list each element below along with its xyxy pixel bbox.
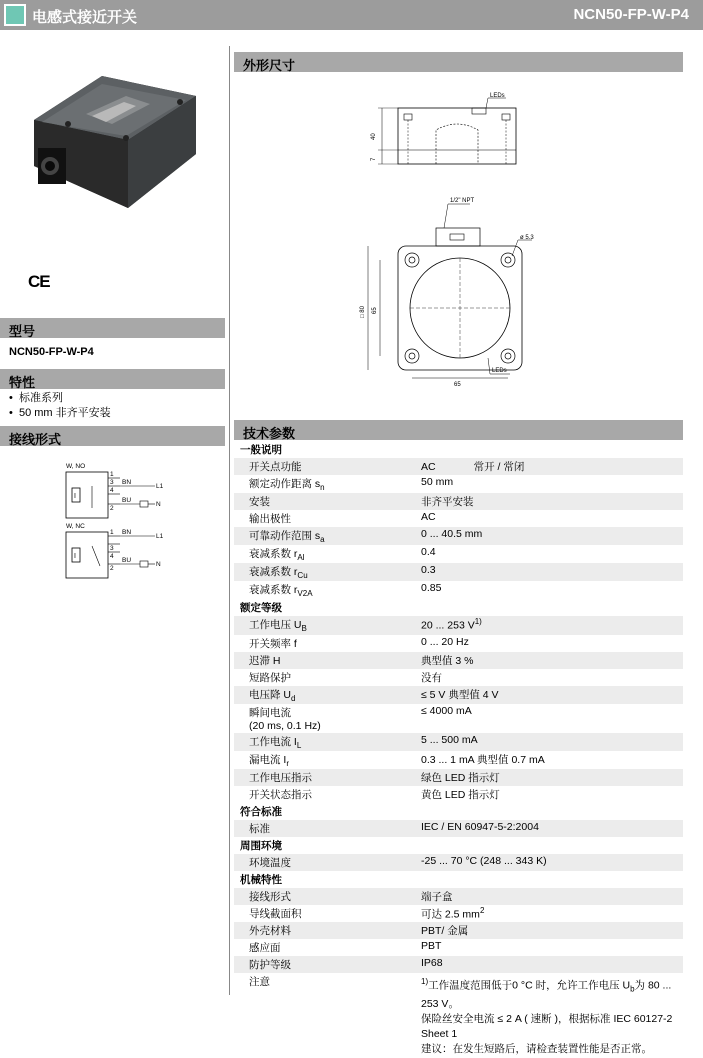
spec-row [234,527,683,545]
spec-value: PBT/ 金属 [417,922,683,939]
ce-mark: CE [28,272,50,291]
pin-label: 4 [110,487,114,494]
spec-key: 开关状态指示 [249,788,312,801]
sensor-symbol-nc: I [74,553,76,560]
spec-key: 防护等级 [234,956,417,973]
page-title: 电感式接近开关 [32,9,138,26]
header-model: NCN50-FP-W-P4 [573,6,689,23]
spec-value: 0 ... 20 Hz [421,635,469,648]
spec-row [234,939,683,956]
spec-key: 短路保护 [249,671,291,684]
pin-label: 3 [110,545,114,552]
spec-value: 端子盒 [417,888,683,905]
product-photo [28,62,203,217]
wiring-heading: 接线形式 [0,426,225,446]
spec-value: -25 ... 70 °C (248 ... 343 K) [417,854,683,871]
spec-row [234,635,683,652]
wiring-no-label: W, NO [66,463,86,470]
spec-value: 0 ... 40.5 mm [417,527,683,545]
spec-row [234,545,683,563]
spec-row [234,458,683,475]
spec-row [234,669,683,686]
pin-label: 1 [110,471,114,478]
dim-base: 7 [371,157,377,161]
spec-value: AC 常开 / 常闭 [417,458,683,475]
pin-label: 3 [110,479,114,486]
spec-group-title: 周围环境 [240,839,282,852]
dim-npt: 1/2" NPT [450,198,475,204]
spec-key: 工作电压 $U_B$ [234,616,417,634]
spec-key: 衰减系数 $r_{V2A}$ [249,584,313,599]
spec-key: 电压降 $U_d$ [234,686,417,704]
spec-key: 环境温度 [234,854,417,871]
pin-label: 2 [110,565,114,572]
spec-value: 50 mm [421,476,454,488]
spec-value: IEC / EN 60947-5-2:2004 [417,820,683,837]
dim-square: □ 80 [360,306,366,318]
spec-key: 标准 [234,820,417,837]
spec-key: 输出极性 [249,513,291,526]
model-heading: 型号 [0,318,225,338]
spec-group-row [234,599,683,616]
spec-key: 感应面 [249,942,281,955]
spec-value: AC [421,511,436,524]
spec-key: 注意 [249,976,270,989]
spec-row [234,973,683,1058]
tech-heading: 技术参数 [234,420,683,440]
spec-row [234,769,683,786]
terminal-n: N [156,501,161,508]
spec-value: IP68 [417,956,683,973]
wiring-diagram [60,460,170,580]
wiring-nc-label: W, NC [66,523,85,530]
spec-row [234,786,683,803]
spec-key: 安装 [234,493,417,510]
spec-row [234,616,683,634]
spec-key: 漏电流 $I_r$ [249,753,290,768]
spec-row [234,888,683,905]
spec-key: 开关点功能 [234,458,417,475]
wire-bn: BN [122,479,132,486]
spec-row [234,820,683,837]
spec-group-row [234,441,683,458]
spec-value: PBT [421,940,442,953]
spec-value: 20 ... 253 $V^{1)}$ [417,616,683,634]
spec-value: 可达 2.5 $mm^2$ [421,905,485,921]
spec-value: 0.4 [421,546,436,559]
feature-item: • 标准系列 [9,392,63,404]
dimensions-heading: 外形尺寸 [234,52,683,72]
spec-key: 额定动作距离 $s_n$ [249,478,325,493]
spec-value: 非齐平安装 [417,493,683,510]
dim-pitch-h: 65 [454,382,461,388]
wire-bu: BU [122,557,132,564]
column-divider [229,46,230,995]
spec-key: 瞬间电流 (20 ms, 0.1 Hz) [249,706,321,732]
spec-key: 可靠动作范围 $s_a$ [234,527,417,545]
spec-row [234,733,683,751]
spec-row [234,493,683,510]
spec-key: 工作电流 $I_L$ [234,733,417,751]
spec-row [234,581,683,599]
terminal-l1: L1 [156,533,164,540]
spec-row [234,922,683,939]
spec-row [234,686,683,704]
spec-row [234,751,683,769]
dim-hole: ø 5.3 [520,235,534,241]
wire-bn: BN [122,529,132,536]
spec-row [234,652,683,669]
spec-group-title: 符合标准 [240,805,282,818]
spec-value: 典型值 3 % [417,652,683,669]
spec-value: 5 ... 500 mA [417,733,683,751]
spec-value: 绿色 LED 指示灯 [417,769,683,786]
spec-row [234,905,683,923]
dimension-drawing [340,88,560,388]
spec-note: $^{1)}$工作温度范围低于0 °C 时，允许工作电压 $U_b$为 80 ... 253 V。 保险丝安全电流 ≤ 2 A ( 速断 )，根据标准 IEC 60127-2 Sheet 1 建议：在发生短路后，请检查装置性能是否正常。 [421,977,673,1055]
spec-group-title: 额定等级 [240,602,282,615]
spec-table [234,441,683,1058]
spec-key: 衰减系数 $r_{Cu}$ [234,563,417,581]
dim-leds2-label: LEDs [492,368,507,374]
model-value: NCN50-FP-W-P4 [9,346,94,358]
pin-label: 1 [110,529,114,536]
spec-row [234,854,683,871]
spec-key: 开关频率 f [249,637,297,650]
terminal-n: N [156,561,161,568]
spec-key: 导线截面积 [249,907,302,920]
spec-key: 衰减系数 $r_{Al}$ [249,548,305,563]
features-heading: 特性 [0,369,225,389]
spec-value: 0.3 [417,563,683,581]
dim-leds-label: LEDs [490,93,505,99]
spec-row [234,704,683,733]
spec-value: ≤ 4000 mA [421,704,472,717]
spec-key: 迟滞 H [234,652,417,669]
terminal-l1: L1 [156,483,164,490]
spec-key: 外壳材料 [234,922,417,939]
sensor-symbol-no: I [74,493,76,500]
spec-group-title: 机械特性 [240,873,282,886]
spec-key: 工作电压指示 [234,769,417,786]
spec-value: ≤ 5 V 典型值 4 V [417,686,683,704]
spec-row [234,956,683,973]
spec-group-row [234,837,683,854]
header-bar [0,0,703,30]
wire-bu: BU [122,497,132,504]
header-square-icon [4,4,26,26]
pin-label: 2 [110,505,114,512]
dim-pitch-v: 65 [372,307,378,314]
spec-group-row [234,871,683,888]
spec-value: 黄色 LED 指示灯 [421,788,500,801]
spec-value: 0.3 ... 1 mA 典型值 0.7 mA [421,753,545,766]
pin-label: 4 [110,553,114,560]
feature-item: • 50 mm 非齐平安装 [9,407,111,419]
spec-key: 接线形式 [234,888,417,905]
spec-group-row [234,803,683,820]
spec-row [234,510,683,527]
spec-value: 没有 [421,671,442,684]
spec-value: 0.85 [421,582,442,595]
dim-height: 40 [371,133,377,140]
spec-row [234,475,683,493]
spec-group-title: 一般说明 [240,444,282,456]
spec-row [234,563,683,581]
